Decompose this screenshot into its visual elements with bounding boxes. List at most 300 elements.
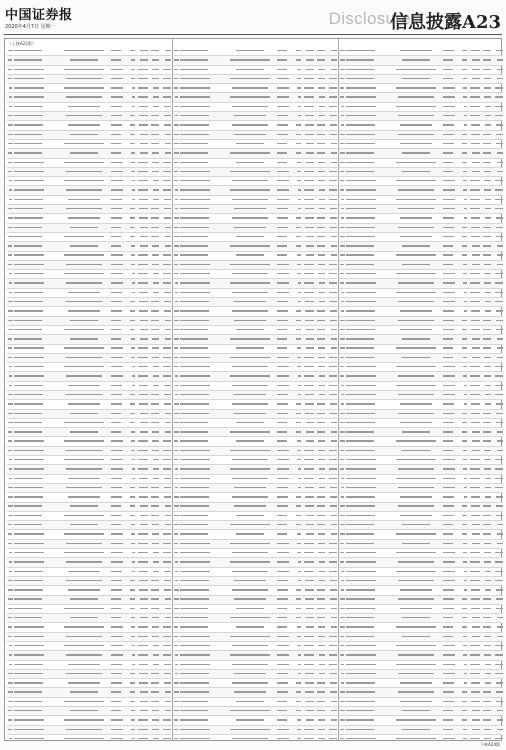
table-row <box>173 456 337 465</box>
illegible-text-bar <box>470 301 480 302</box>
illegible-text-bar <box>484 96 491 97</box>
illegible-text-bar <box>277 385 289 386</box>
illegible-text-bar <box>496 320 503 321</box>
table-cell <box>127 254 135 257</box>
table-cell <box>277 273 293 276</box>
table-cell <box>148 338 159 341</box>
illegible-text-bar <box>131 59 135 60</box>
table-cell <box>467 301 480 304</box>
table-cell <box>223 96 277 99</box>
illegible-text-bar <box>9 468 12 469</box>
table-cell <box>277 329 293 332</box>
table-cell <box>127 301 135 304</box>
illegible-text-bar <box>346 171 374 172</box>
table-cell <box>180 198 223 201</box>
illegible-text-bar <box>470 106 480 107</box>
illegible-text-bar <box>152 152 159 153</box>
table-cell <box>467 171 480 174</box>
table-cell <box>160 673 171 676</box>
table-cell <box>223 440 277 443</box>
table-cell <box>301 282 314 285</box>
table-cell <box>14 50 57 53</box>
table-cell <box>389 152 443 155</box>
table-cell <box>339 422 346 425</box>
illegible-text-bar <box>236 143 264 144</box>
table-cell <box>111 654 127 657</box>
illegible-text-bar <box>164 106 171 107</box>
table-cell <box>57 468 111 471</box>
table-cell <box>277 738 293 740</box>
table-row <box>173 56 337 65</box>
illegible-text-bar <box>163 366 171 367</box>
table-cell <box>389 59 443 62</box>
table-cell <box>339 68 346 71</box>
illegible-text-bar <box>319 468 325 469</box>
table-cell <box>346 217 389 220</box>
table-cell <box>301 422 314 425</box>
table-cell <box>57 719 111 722</box>
illegible-text-bar <box>277 152 287 153</box>
table-cell <box>459 133 467 136</box>
table-cell <box>7 728 14 731</box>
table-row <box>7 679 171 688</box>
table-cell <box>277 617 293 620</box>
table-cell <box>135 728 148 731</box>
table-cell <box>160 347 171 350</box>
table-cell <box>7 347 14 350</box>
table-cell <box>57 431 111 434</box>
table-row <box>173 261 337 270</box>
table-cell <box>223 115 277 118</box>
illegible-text-bar <box>462 320 467 321</box>
table-row <box>339 93 503 102</box>
table-cell <box>135 329 148 332</box>
table-cell <box>14 412 57 415</box>
table-cell <box>314 217 325 220</box>
illegible-text-bar <box>484 636 491 637</box>
table-cell <box>148 124 159 127</box>
illegible-text-bar <box>180 691 209 692</box>
illegible-text-bar <box>277 487 288 488</box>
illegible-text-bar <box>297 69 301 70</box>
table-cell <box>180 626 223 629</box>
table-cell <box>111 226 127 229</box>
table-cell <box>135 626 148 629</box>
table-cell <box>459 161 467 164</box>
illegible-text-bar <box>111 626 123 627</box>
table-cell <box>467 635 480 638</box>
table-cell <box>135 710 148 713</box>
illegible-text-bar <box>14 189 44 190</box>
table-cell <box>459 366 467 369</box>
table-cell <box>173 580 180 583</box>
illegible-text-bar <box>296 329 301 330</box>
table-cell <box>467 310 480 313</box>
table-cell <box>7 422 14 425</box>
illegible-text-bar <box>174 543 178 544</box>
table-cell <box>148 245 159 248</box>
illegible-text-bar <box>305 124 314 125</box>
illegible-text-bar <box>346 664 376 665</box>
table-cell <box>301 115 314 118</box>
table-cell <box>480 542 491 545</box>
illegible-text-bar <box>398 282 434 283</box>
illegible-text-bar <box>340 645 344 646</box>
illegible-text-bar <box>180 59 208 60</box>
illegible-text-bar <box>14 245 42 246</box>
table-cell <box>135 403 148 406</box>
illegible-text-bar <box>111 561 123 562</box>
illegible-text-bar <box>66 468 102 469</box>
table-cell <box>301 59 314 62</box>
table-cell <box>57 673 111 676</box>
table-cell <box>389 542 443 545</box>
table-cell <box>492 105 503 108</box>
illegible-text-bar <box>497 533 503 534</box>
table-cell <box>173 245 180 248</box>
illegible-text-bar <box>472 431 480 432</box>
table-cell <box>301 728 314 731</box>
table-cell <box>326 208 337 211</box>
illegible-text-bar <box>130 208 135 209</box>
illegible-text-bar <box>14 459 44 460</box>
table-row <box>339 549 503 558</box>
table-cell <box>389 607 443 610</box>
illegible-text-bar <box>180 701 208 702</box>
illegible-text-bar <box>175 385 178 386</box>
illegible-text-bar <box>130 496 135 497</box>
table-cell <box>127 152 135 155</box>
illegible-text-bar <box>296 217 301 218</box>
table-cell <box>314 143 325 146</box>
illegible-text-bar <box>64 329 104 330</box>
table-cell <box>326 282 337 285</box>
illegible-text-bar <box>165 236 171 237</box>
table-cell <box>223 217 277 220</box>
illegible-text-bar <box>139 673 148 674</box>
illegible-text-bar <box>485 292 491 293</box>
illegible-text-bar <box>64 50 104 51</box>
illegible-text-bar <box>495 394 503 395</box>
table-cell <box>314 487 325 490</box>
illegible-text-bar <box>163 254 171 255</box>
illegible-text-bar <box>346 571 376 572</box>
illegible-text-bar <box>236 626 264 627</box>
illegible-text-bar <box>346 87 376 88</box>
table-row <box>339 642 503 651</box>
table-cell <box>346 133 389 136</box>
table-cell <box>339 291 346 294</box>
table-cell <box>180 459 223 462</box>
table-column <box>339 47 503 740</box>
illegible-text-bar <box>470 366 480 367</box>
illegible-text-bar <box>470 375 480 376</box>
table-cell <box>480 645 491 648</box>
table-cell <box>480 50 491 53</box>
illegible-text-bar <box>396 645 436 646</box>
table-cell <box>223 691 277 694</box>
table-cell <box>443 440 459 443</box>
table-cell <box>301 431 314 434</box>
table-cell <box>277 654 293 657</box>
table-cell <box>111 161 127 164</box>
table-cell <box>492 310 503 313</box>
table-cell <box>339 50 346 53</box>
table-cell <box>173 254 180 257</box>
table-cell <box>480 152 491 155</box>
illegible-text-bar <box>495 115 503 116</box>
table-cell <box>223 505 277 508</box>
table-cell <box>173 394 180 397</box>
table-cell <box>459 552 467 555</box>
illegible-text-bar <box>151 310 159 311</box>
table-cell <box>111 329 127 332</box>
table-cell <box>180 236 223 239</box>
illegible-text-bar <box>153 664 159 665</box>
illegible-text-bar <box>443 301 455 302</box>
table-cell <box>57 459 111 462</box>
illegible-text-bar <box>483 533 491 534</box>
illegible-text-bar <box>8 347 12 348</box>
illegible-text-bar <box>130 329 135 330</box>
illegible-text-bar <box>111 254 123 255</box>
illegible-text-bar <box>175 106 178 107</box>
table-cell <box>111 412 127 415</box>
illegible-text-bar <box>304 189 314 190</box>
table-cell <box>443 617 459 620</box>
illegible-text-bar <box>8 152 12 153</box>
table-cell <box>389 375 443 378</box>
table-cell <box>7 282 14 285</box>
table-cell <box>480 273 491 276</box>
table-cell <box>326 645 337 648</box>
illegible-text-bar <box>277 115 288 116</box>
table-cell <box>160 626 171 629</box>
illegible-text-bar <box>230 171 270 172</box>
illegible-text-bar <box>175 571 178 572</box>
table-cell <box>314 580 325 583</box>
illegible-text-bar <box>330 394 337 395</box>
table-row <box>173 372 337 381</box>
illegible-text-bar <box>471 682 480 683</box>
table-cell <box>180 505 223 508</box>
illegible-text-bar <box>8 533 12 534</box>
table-cell <box>135 375 148 378</box>
illegible-text-bar <box>277 515 287 516</box>
table-cell <box>160 161 171 164</box>
table-cell <box>135 654 148 657</box>
table-cell <box>326 319 337 322</box>
illegible-text-bar <box>66 78 102 79</box>
table-cell <box>111 533 127 536</box>
table-cell <box>223 459 277 462</box>
table-cell <box>389 133 443 136</box>
illegible-text-bar <box>131 338 135 339</box>
table-cell <box>277 161 293 164</box>
illegible-text-bar <box>8 450 12 451</box>
illegible-text-bar <box>495 375 503 376</box>
illegible-text-bar <box>66 264 102 265</box>
illegible-text-bar <box>443 450 453 451</box>
illegible-text-bar <box>402 78 430 79</box>
illegible-text-bar <box>297 273 301 274</box>
table-cell <box>57 682 111 685</box>
table-cell <box>148 617 159 620</box>
table-cell <box>443 561 459 564</box>
table-cell <box>301 719 314 722</box>
illegible-text-bar <box>180 719 208 720</box>
table-cell <box>326 496 337 499</box>
illegible-text-bar <box>153 571 159 572</box>
table-cell <box>467 487 480 490</box>
illegible-text-bar <box>180 347 208 348</box>
table-cell <box>111 589 127 592</box>
illegible-text-bar <box>111 264 123 265</box>
table-cell <box>127 226 135 229</box>
table-cell <box>467 468 480 471</box>
illegible-text-bar <box>131 162 135 163</box>
illegible-text-bar <box>277 459 289 460</box>
illegible-text-bar <box>165 338 171 339</box>
illegible-text-bar <box>346 69 374 70</box>
illegible-text-bar <box>346 143 375 144</box>
table-cell <box>173 505 180 508</box>
illegible-text-bar <box>180 208 209 209</box>
table-cell <box>127 366 135 369</box>
table-cell <box>492 375 503 378</box>
table-row <box>173 242 337 251</box>
table-cell <box>459 263 467 266</box>
table-row <box>173 307 337 316</box>
table-cell <box>314 598 325 601</box>
illegible-text-bar <box>8 673 13 674</box>
table-cell <box>57 403 111 406</box>
illegible-text-bar <box>139 124 148 125</box>
illegible-text-bar <box>151 329 159 330</box>
table-cell <box>443 673 459 676</box>
table-cell <box>277 403 293 406</box>
illegible-text-bar <box>346 682 375 683</box>
illegible-text-bar <box>8 338 12 339</box>
table-row <box>7 623 171 632</box>
table-cell <box>480 468 491 471</box>
table-cell <box>148 319 159 322</box>
continued-to-label: 下转A24版 <box>480 742 500 747</box>
illegible-text-bar <box>306 533 314 534</box>
illegible-text-bar <box>306 245 314 246</box>
table-cell <box>467 236 480 239</box>
table-cell <box>459 412 467 415</box>
illegible-text-bar <box>402 450 430 451</box>
illegible-text-bar <box>496 403 503 404</box>
table-cell <box>339 254 346 257</box>
illegible-text-bar <box>496 505 503 506</box>
illegible-text-bar <box>463 180 467 181</box>
table-cell <box>135 691 148 694</box>
table-cell <box>277 133 293 136</box>
illegible-text-bar <box>340 329 345 330</box>
illegible-text-bar <box>296 245 301 246</box>
illegible-text-bar <box>9 664 12 665</box>
illegible-text-bar <box>164 292 171 293</box>
table-cell <box>7 152 14 155</box>
illegible-text-bar <box>330 227 337 228</box>
illegible-text-bar <box>318 180 325 181</box>
table-cell <box>443 245 459 248</box>
table-cell <box>223 152 277 155</box>
illegible-text-bar <box>230 710 270 711</box>
table-cell <box>7 533 14 536</box>
table-cell <box>57 505 111 508</box>
illegible-text-bar <box>180 515 208 516</box>
table-cell <box>173 719 180 722</box>
illegible-text-bar <box>496 310 503 311</box>
table-cell <box>459 394 467 397</box>
table-cell <box>389 449 443 452</box>
illegible-text-bar <box>341 682 344 683</box>
illegible-text-bar <box>175 487 178 488</box>
illegible-text-bar <box>495 571 503 572</box>
table-cell <box>480 477 491 480</box>
table-cell <box>173 403 180 406</box>
illegible-text-bar <box>111 366 123 367</box>
illegible-text-bar <box>471 413 480 414</box>
illegible-text-bar <box>131 626 135 627</box>
column-separator <box>172 39 173 740</box>
illegible-text-bar <box>138 87 148 88</box>
illegible-text-bar <box>153 468 159 469</box>
table-cell <box>293 422 301 425</box>
table-cell <box>346 477 389 480</box>
table-cell <box>277 310 293 313</box>
illegible-text-bar <box>8 431 12 432</box>
table-cell <box>443 310 459 313</box>
table-cell <box>277 514 293 517</box>
table-cell <box>135 617 148 620</box>
table-cell <box>293 124 301 127</box>
illegible-text-bar <box>305 580 314 581</box>
table-cell <box>14 143 57 146</box>
table-cell <box>314 115 325 118</box>
illegible-text-bar <box>277 320 288 321</box>
illegible-text-bar <box>138 561 148 562</box>
table-cell <box>389 338 443 341</box>
illegible-text-bar <box>331 254 337 255</box>
illegible-text-bar <box>485 682 491 683</box>
illegible-text-bar <box>9 478 12 479</box>
illegible-text-bar <box>340 450 344 451</box>
table-cell <box>339 496 346 499</box>
illegible-text-bar <box>236 50 264 51</box>
illegible-text-bar <box>153 180 159 181</box>
illegible-text-bar <box>443 654 455 655</box>
table-cell <box>57 384 111 387</box>
table-cell <box>467 115 480 118</box>
table-cell <box>57 263 111 266</box>
table-cell <box>223 468 277 471</box>
illegible-text-bar <box>329 292 337 293</box>
table-cell <box>293 598 301 601</box>
table-cell <box>135 133 148 136</box>
illegible-text-bar <box>483 413 491 414</box>
illegible-text-bar <box>496 227 503 228</box>
table-cell <box>314 431 325 434</box>
table-cell <box>480 700 491 703</box>
table-cell <box>480 115 491 118</box>
illegible-text-bar <box>472 719 480 720</box>
illegible-text-bar <box>138 180 148 181</box>
table-cell <box>293 617 301 620</box>
